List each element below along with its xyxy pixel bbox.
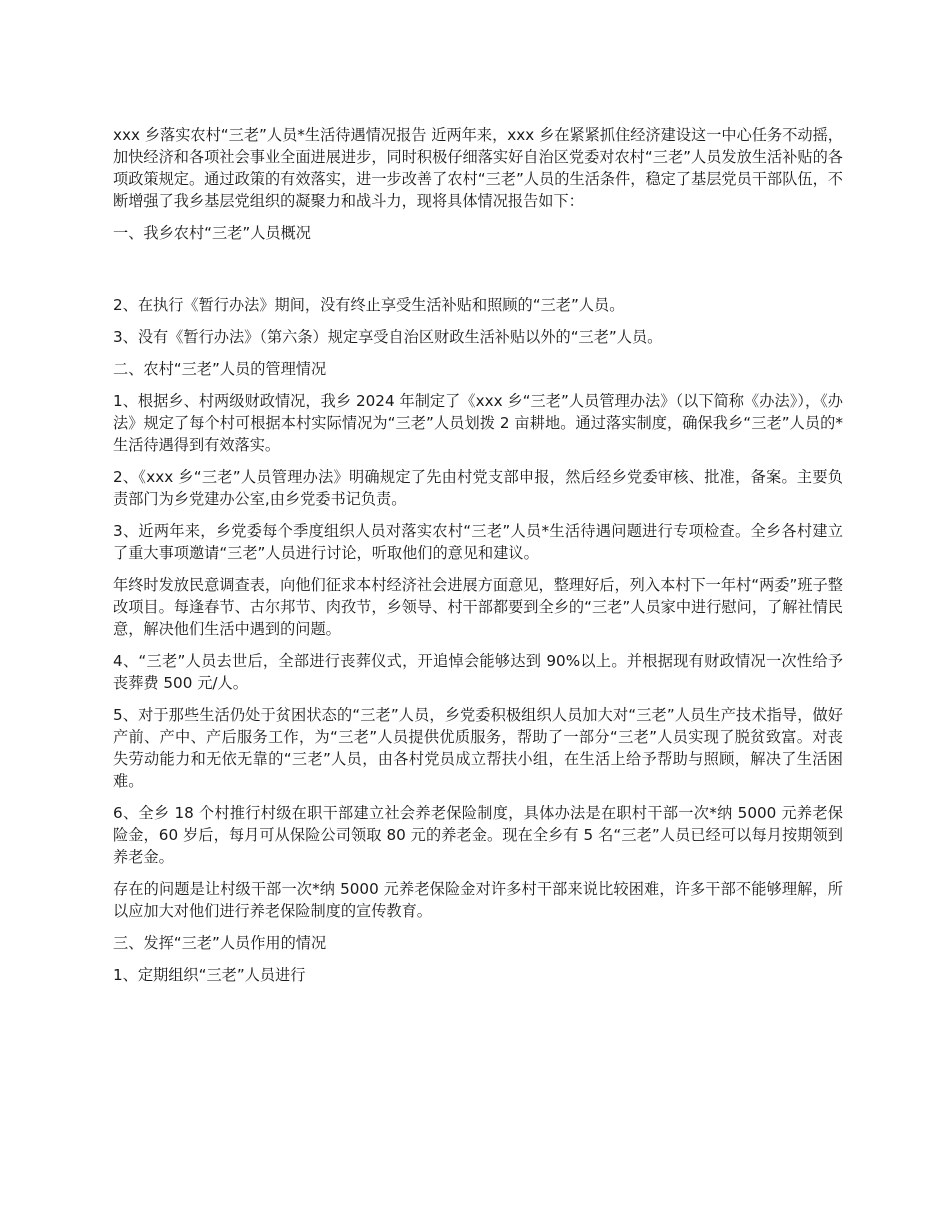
paragraph-item: 1、根据乡、村两级财政情况，我乡 2024 年制定了《xxx 乡“三老”人员管理办法》（以下简称《办法》），《办法》规定了每个村可根据本村实际情况为“三老”人员划拨 2 亩耕地。通过落实制度，确保我乡“三老”人员的*生活待遇得到有效落实。 xyxy=(113,392,843,454)
section-heading-role: 三、发挥“三老”人员作用的情况 xyxy=(113,934,327,952)
section-heading-management: 二、农村“三老”人员的管理情况 xyxy=(113,360,327,378)
blank-space xyxy=(113,254,843,294)
paragraph-item: 2、在执行《暂行办法》期间，没有终止享受生活补贴和照顾的“三老”人员。 xyxy=(113,296,625,314)
paragraph-item: 2、《xxx 乡“三老”人员管理办法》明确规定了先由村党支部申报，然后经乡党委审核、批准，备案。主要负责部门为乡党建办公室,由乡党委书记负责。 xyxy=(113,468,843,508)
paragraph-item: 1、定期组织“三老”人员进行 xyxy=(113,966,306,984)
paragraph-item: 存在的问题是让村级干部一次*纳 5000 元养老保险金对许多村干部来说比较困难，许多干部不能够理解，所以应加大对他们进行养老保险制度的宣传教育。 xyxy=(113,880,843,920)
paragraph-item: 6、全乡 18 个村推行村级在职干部建立社会养老保险制度，具体办法是在职村干部一次*纳 5000 元养老保险金，60 岁后，每月可从保险公司领取 80 元的养老金。现在全乡有 5 名“三老”人员已经可以每月按期领到养老金。 xyxy=(113,804,843,866)
paragraph-item: 3、没有《暂行办法》（第六条）规定享受自治区财政生活补贴以外的“三老”人员。 xyxy=(113,328,663,346)
paragraph-item: 4、“三老”人员去世后，全部进行丧葬仪式，开追悼会能够达到 90%以上。并根据现有财政情况一次性给予丧葬费 500 元/人。 xyxy=(113,652,843,692)
section-heading-overview: 一、我乡农村“三老”人员概况 xyxy=(113,224,311,242)
paragraph-item: 3、近两年来，乡党委每个季度组织人员对落实农村“三老”人员*生活待遇问题进行专项检查。全乡各村建立了重大事项邀请“三老”人员进行讨论，听取他们的意见和建议。 xyxy=(113,522,843,562)
intro-paragraph: xxx 乡落实农村“三老”人员*生活待遇情况报告 近两年来，xxx 乡在紧紧抓住经济建设这一中心任务不动摇，加快经济和各项社会事业全面进展进步，同时积极仔细落实好自治区党委对农村“三老”人员发放生活补贴的各项政策规定。通过政策的有效落实，进一步改善了农村“三老”人员的生活条件，稳定了基层党员干部队伍，不断增强了我乡基层党组织的凝聚力和战斗力，现将具体情况报告如下： xyxy=(113,126,843,210)
paragraph-item: 5、对于那些生活仍处于贫困状态的“三老”人员，乡党委积极组织人员加大对“三老”人员生产技术指导，做好产前、产中、产后服务工作，为“三老”人员提供优质服务，帮助了一部分“三老”人员实现了脱贫致富。对丧失劳动能力和无依无靠的“三老”人员，由各村党员成立帮扶小组，在生活上给予帮助与照顾，解决了生活困难。 xyxy=(113,706,843,790)
paragraph-item: 年终时发放民意调查表，向他们征求本村经济社会进展方面意见，整理好后，列入本村下一年村“两委”班子整改项目。每逢春节、古尔邦节、肉孜节，乡领导、村干部都要到全乡的“三老”人员家中进行慰问，了解社情民意，解决他们生活中遇到的问题。 xyxy=(113,576,843,638)
document-body xyxy=(113,124,843,996)
